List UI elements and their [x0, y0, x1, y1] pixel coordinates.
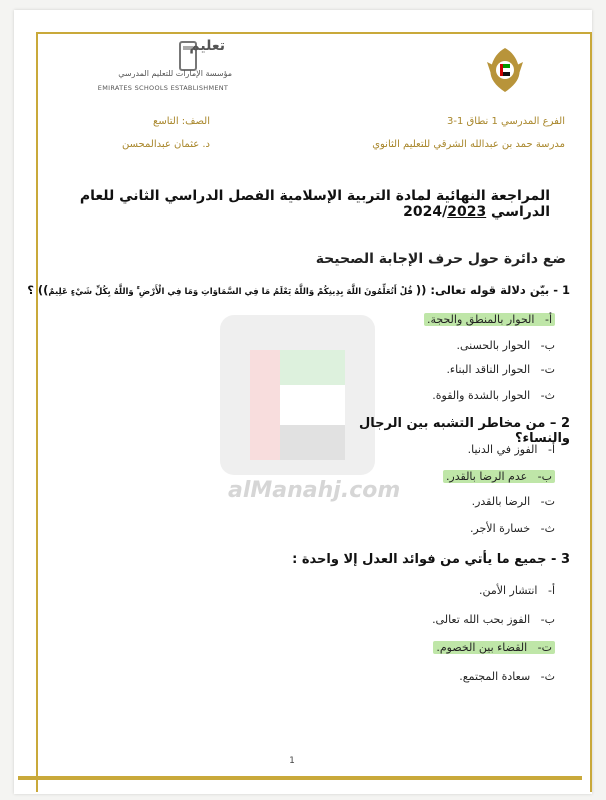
question-2-option-c[interactable]: ت- الرضا بالقدر.: [471, 495, 555, 508]
uae-emblem-icon: [483, 44, 527, 96]
question-2-option-d[interactable]: ث- خسارة الأجر.: [469, 522, 555, 535]
school-name: مدرسة حمد بن عبدالله الشرقي للتعليم الثانوي: [372, 139, 565, 150]
question-2-option-b[interactable]: ب- عدم الرضا بالقدر.: [340, 470, 555, 483]
question-3-option-b[interactable]: ب- الفوز بحب الله تعالى.: [432, 613, 555, 626]
instruction-text: ضع دائرة حول حرف الإجابة الصحيحة: [315, 251, 566, 267]
question-1-prefix: 1 - بيّن دلالة قوله تعالى: ((: [415, 283, 570, 297]
exam-title: [40, 188, 550, 220]
establishment-brand: تعليم: [189, 38, 225, 54]
teacher-name: د. عثمان عبدالمحسن: [122, 139, 210, 150]
watermark-text: alManahj.com: [228, 478, 401, 503]
branch-label: الفرع المدرسي 1 نطاق 1-3: [446, 116, 565, 127]
establishment-name-ar: مؤسسة الإمارات للتعليم المدرسي: [118, 69, 232, 78]
question-3-option-a[interactable]: أ- انتشار الأمن.: [478, 584, 555, 597]
question-3-option-c[interactable]: ت- القضاء بين الخصوم.: [340, 641, 555, 654]
title-year: 2023: [447, 204, 487, 220]
establishment-name-en: EMIRATES SCHOOLS ESTABLISHMENT: [97, 84, 229, 92]
question-2-stem: 2 – من مخاطر التشبه بين الرجال والنساء؟: [359, 416, 570, 446]
page-frame-bottom: [18, 776, 582, 780]
page-number: 1: [289, 756, 295, 766]
question-1-stem: [27, 283, 570, 297]
question-1-option-d[interactable]: ث- الحوار بالشدة والقوة.: [432, 389, 555, 402]
question-1-option-c[interactable]: ت- الحوار الناقد البناء.: [446, 363, 555, 376]
question-2-option-a[interactable]: أ- الفوز في الدنيا.: [467, 443, 555, 456]
question-3-option-d[interactable]: ث- سعادة المجتمع.: [459, 670, 555, 683]
question-1-suffix: )) ؟: [27, 283, 49, 297]
title-text: المراجعة النهائية لمادة التربية الإسلامية الفصل الدراسي الثاني للعام الدراسي 2024/: [79, 188, 550, 220]
question-1-quote: قُلْ أَتُعَلِّمُونَ اللَّهَ بِدِينِكُمْ وَاللَّهُ يَعْلَمُ مَا فِي السَّمَاوَاتِ وَمَا فِي الْأَرْضِ ۚ وَاللَّهُ بِكُلِّ شَيْءٍ عَلِيمٌ: [48, 287, 416, 297]
question-3-stem: 3 - جميع ما يأتي من فوائد العدل إلا واحدة :: [292, 552, 570, 567]
grade-label: الصف: التاسع: [153, 116, 210, 127]
question-1-option-a[interactable]: أ- الحوار بالمنطق والحجة.: [340, 313, 555, 326]
question-1-option-b[interactable]: ب- الحوار بالحسنى.: [456, 339, 555, 352]
